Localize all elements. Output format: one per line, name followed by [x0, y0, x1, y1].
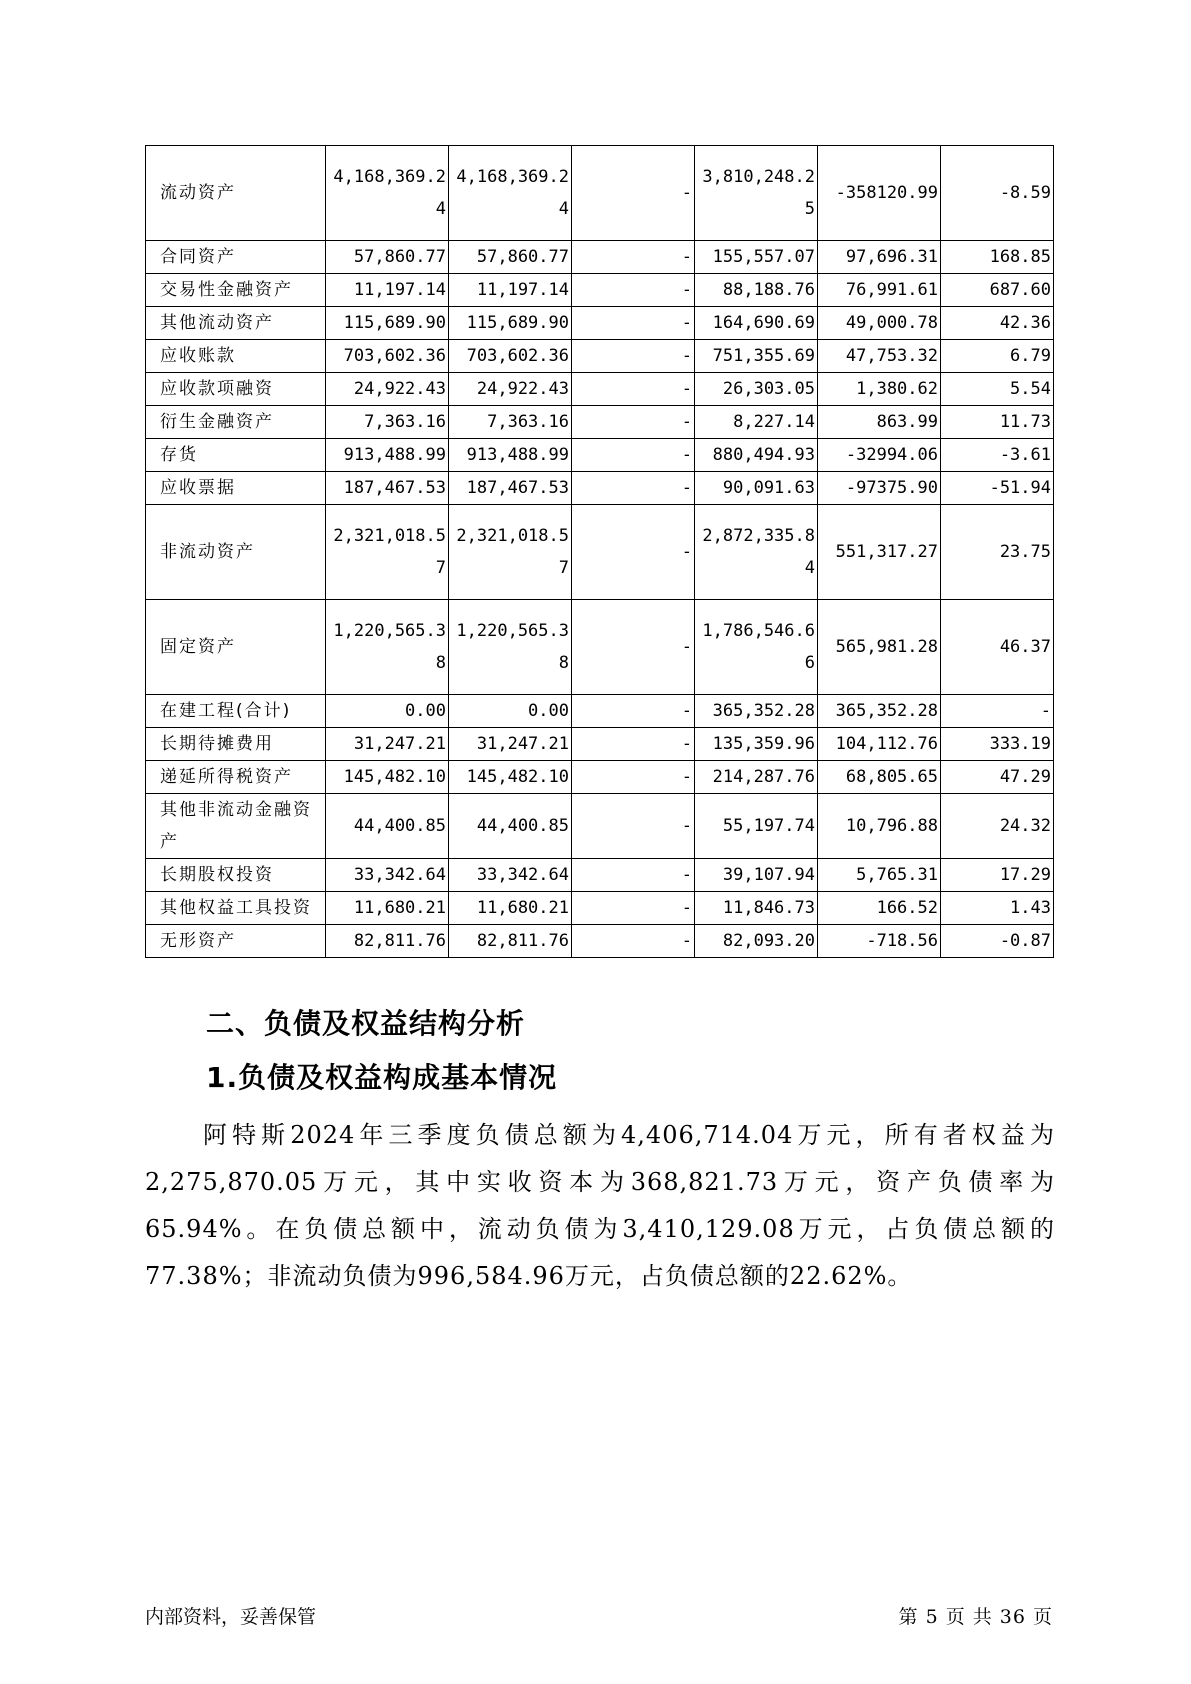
cell-value: 365,352.28: [695, 695, 818, 728]
cell-value: 214,287.76: [695, 761, 818, 794]
cell-value: -: [572, 472, 695, 505]
footer-page-number: 第 5 页 共 36 页: [898, 1606, 1053, 1628]
cell-value: -32994.06: [818, 439, 941, 472]
cell-value: 11,197.14: [449, 274, 572, 307]
row-label: 流动资产: [146, 146, 326, 241]
cell-value: 913,488.99: [449, 439, 572, 472]
cell-value: 11,680.21: [449, 892, 572, 925]
cell-value: 68,805.65: [818, 761, 941, 794]
cell-value: 82,811.76: [326, 925, 449, 958]
cell-value: 0.00: [449, 695, 572, 728]
row-label: 非流动资产: [146, 505, 326, 600]
cell-value: -: [572, 505, 695, 600]
cell-value: 31,247.21: [326, 728, 449, 761]
row-label: 应收票据: [146, 472, 326, 505]
cell-value: 23.75: [941, 505, 1054, 600]
subsection-heading: 1.负债及权益构成基本情况: [206, 1061, 558, 1094]
cell-value: -: [572, 241, 695, 274]
row-label: 长期待摊费用: [146, 728, 326, 761]
cell-value: -3.61: [941, 439, 1054, 472]
row-label: 其他非流动金融资产: [146, 794, 326, 859]
table-row: [146, 307, 1054, 340]
table-row: [146, 794, 1054, 859]
cell-value: -0.87: [941, 925, 1054, 958]
cell-value: -: [941, 695, 1054, 728]
table-row: [146, 728, 1054, 761]
cell-value: 3,810,248.25: [695, 146, 818, 241]
cell-value: -: [572, 925, 695, 958]
cell-value: 33,342.64: [449, 859, 572, 892]
cell-value: -: [572, 859, 695, 892]
row-label: 衍生金融资产: [146, 406, 326, 439]
table-row: [146, 439, 1054, 472]
cell-value: 5.54: [941, 373, 1054, 406]
cell-value: -51.94: [941, 472, 1054, 505]
asset-table: [145, 145, 1054, 958]
cell-value: 155,557.07: [695, 241, 818, 274]
cell-value: 47,753.32: [818, 340, 941, 373]
cell-value: 751,355.69: [695, 340, 818, 373]
table-row: [146, 340, 1054, 373]
cell-value: -: [572, 600, 695, 695]
cell-value: 42.36: [941, 307, 1054, 340]
cell-value: 115,689.90: [449, 307, 572, 340]
table-row: [146, 761, 1054, 794]
cell-value: 2,321,018.57: [449, 505, 572, 600]
table-row: [146, 600, 1054, 695]
cell-value: 7,363.16: [326, 406, 449, 439]
cell-value: 11.73: [941, 406, 1054, 439]
table-row: [146, 241, 1054, 274]
cell-value: 11,197.14: [326, 274, 449, 307]
cell-value: 863.99: [818, 406, 941, 439]
cell-value: 687.60: [941, 274, 1054, 307]
cell-value: 47.29: [941, 761, 1054, 794]
table-row: [146, 373, 1054, 406]
cell-value: 11,680.21: [326, 892, 449, 925]
cell-value: 57,860.77: [326, 241, 449, 274]
cell-value: -: [572, 146, 695, 241]
cell-value: 168.85: [941, 241, 1054, 274]
cell-value: -: [572, 406, 695, 439]
cell-value: 44,400.85: [449, 794, 572, 859]
cell-value: 4,168,369.24: [326, 146, 449, 241]
cell-value: 82,093.20: [695, 925, 818, 958]
cell-value: 145,482.10: [449, 761, 572, 794]
cell-value: 6.79: [941, 340, 1054, 373]
section-heading: 二、负债及权益结构分析: [206, 1007, 526, 1040]
cell-value: 90,091.63: [695, 472, 818, 505]
cell-value: 115,689.90: [326, 307, 449, 340]
row-label: 存货: [146, 439, 326, 472]
row-label: 在建工程(合计): [146, 695, 326, 728]
cell-value: 1.43: [941, 892, 1054, 925]
cell-value: 44,400.85: [326, 794, 449, 859]
cell-value: 55,197.74: [695, 794, 818, 859]
cell-value: 49,000.78: [818, 307, 941, 340]
cell-value: -: [572, 439, 695, 472]
cell-value: 17.29: [941, 859, 1054, 892]
cell-value: 164,690.69: [695, 307, 818, 340]
row-label: 应收账款: [146, 340, 326, 373]
cell-value: 5,765.31: [818, 859, 941, 892]
cell-value: 551,317.27: [818, 505, 941, 600]
cell-value: 8,227.14: [695, 406, 818, 439]
cell-value: 88,188.76: [695, 274, 818, 307]
table-row: [146, 925, 1054, 958]
cell-value: -: [572, 307, 695, 340]
cell-value: 187,467.53: [449, 472, 572, 505]
cell-value: 565,981.28: [818, 600, 941, 695]
analysis-paragraph: 阿特斯2024年三季度负债总额为4,406,714.04万元，所有者权益为2,275,870.05万元，其中实收资本为368,821.73万元，资产负债率为65.94%。在负债总额中，流动负债为3,410,129.08万元，占负债总额的77.38%；非流动负债为996,584.96万元，占负债总额的22.62%。: [145, 1121, 1055, 1290]
cell-value: 26,303.05: [695, 373, 818, 406]
cell-value: 880,494.93: [695, 439, 818, 472]
cell-value: 57,860.77: [449, 241, 572, 274]
cell-value: -358120.99: [818, 146, 941, 241]
cell-value: 2,321,018.57: [326, 505, 449, 600]
cell-value: 913,488.99: [326, 439, 449, 472]
cell-value: 97,696.31: [818, 241, 941, 274]
cell-value: 333.19: [941, 728, 1054, 761]
row-label: 递延所得税资产: [146, 761, 326, 794]
cell-value: 365,352.28: [818, 695, 941, 728]
row-label: 其他流动资产: [146, 307, 326, 340]
cell-value: 10,796.88: [818, 794, 941, 859]
cell-value: 39,107.94: [695, 859, 818, 892]
cell-value: 46.37: [941, 600, 1054, 695]
cell-value: 24,922.43: [326, 373, 449, 406]
row-label: 合同资产: [146, 241, 326, 274]
cell-value: 7,363.16: [449, 406, 572, 439]
cell-value: -: [572, 695, 695, 728]
cell-value: 31,247.21: [449, 728, 572, 761]
cell-value: 24,922.43: [449, 373, 572, 406]
cell-value: 1,220,565.38: [449, 600, 572, 695]
table-row: [146, 406, 1054, 439]
row-label: 长期股权投资: [146, 859, 326, 892]
row-label: 无形资产: [146, 925, 326, 958]
cell-value: 82,811.76: [449, 925, 572, 958]
table-row: [146, 892, 1054, 925]
cell-value: 135,359.96: [695, 728, 818, 761]
cell-value: 145,482.10: [326, 761, 449, 794]
table-row: [146, 274, 1054, 307]
cell-value: -97375.90: [818, 472, 941, 505]
table-row: [146, 859, 1054, 892]
cell-value: -718.56: [818, 925, 941, 958]
cell-value: 1,786,546.66: [695, 600, 818, 695]
table-row: [146, 146, 1054, 241]
cell-value: -: [572, 794, 695, 859]
cell-value: -: [572, 340, 695, 373]
cell-value: 33,342.64: [326, 859, 449, 892]
cell-value: -: [572, 761, 695, 794]
row-label: 交易性金融资产: [146, 274, 326, 307]
cell-value: -: [572, 274, 695, 307]
cell-value: 1,220,565.38: [326, 600, 449, 695]
cell-value: 703,602.36: [326, 340, 449, 373]
cell-value: 166.52: [818, 892, 941, 925]
cell-value: 104,112.76: [818, 728, 941, 761]
cell-value: 11,846.73: [695, 892, 818, 925]
cell-value: -: [572, 892, 695, 925]
table-row: [146, 505, 1054, 600]
footer-confidential: 内部资料，妥善保管: [145, 1606, 317, 1628]
cell-value: 1,380.62: [818, 373, 941, 406]
cell-value: 703,602.36: [449, 340, 572, 373]
table-row: [146, 472, 1054, 505]
row-label: 其他权益工具投资: [146, 892, 326, 925]
cell-value: -: [572, 373, 695, 406]
cell-value: 187,467.53: [326, 472, 449, 505]
cell-value: -8.59: [941, 146, 1054, 241]
cell-value: 24.32: [941, 794, 1054, 859]
cell-value: 2,872,335.84: [695, 505, 818, 600]
table-row: [146, 695, 1054, 728]
cell-value: 4,168,369.24: [449, 146, 572, 241]
cell-value: 0.00: [326, 695, 449, 728]
row-label: 应收款项融资: [146, 373, 326, 406]
asset-table-body: [146, 146, 1054, 958]
cell-value: -: [572, 728, 695, 761]
cell-value: 76,991.61: [818, 274, 941, 307]
row-label: 固定资产: [146, 600, 326, 695]
